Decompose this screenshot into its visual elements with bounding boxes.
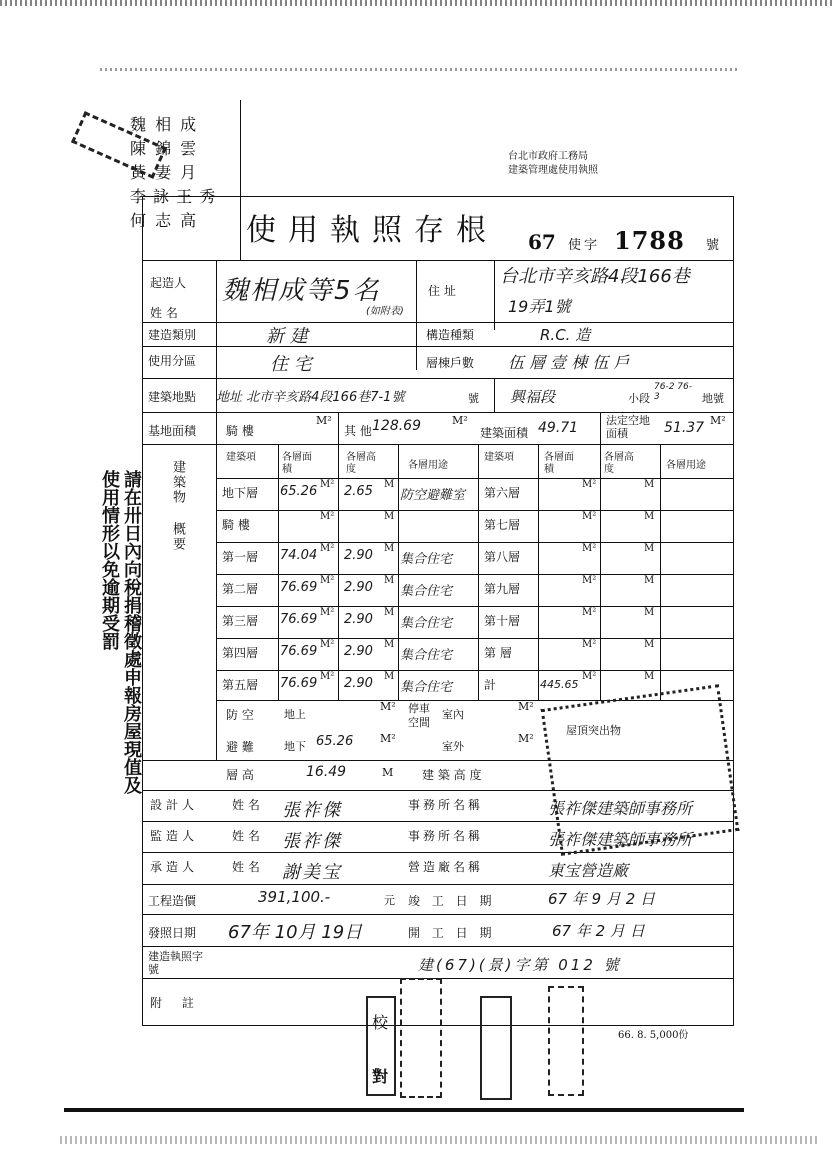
header-item: 建築項 <box>484 452 514 463</box>
address-value-2: 19弄1號 <box>508 297 571 316</box>
building-section-label <box>168 460 187 760</box>
parking-outdoor: 室外 <box>442 740 464 753</box>
name-item: 黃 妻 月 <box>130 163 199 182</box>
site-small-section: 小段 <box>628 392 650 405</box>
rule <box>142 946 734 947</box>
building-area-label: 建築面積 <box>480 426 529 440</box>
unit-m2: M² <box>380 732 396 745</box>
header-item: 建築項 <box>226 452 256 463</box>
designer-office-label: 事務所名稱 <box>408 798 484 812</box>
note-label: 附 註 <box>150 996 202 1010</box>
rule <box>538 444 539 700</box>
floor-height: 2.90 <box>344 580 373 595</box>
site-lot: 76-2 76-3 <box>654 382 692 402</box>
floor-name: 第九層 <box>484 582 521 596</box>
issue-value: 67年 10月 19日 <box>228 922 363 943</box>
use-zone-label: 使用分區 <box>148 354 197 368</box>
supervisor-office-label: 事務所名稱 <box>408 829 484 843</box>
header-use: 各層用途 <box>408 460 448 471</box>
roof-label: 屋頂突出物 <box>566 724 621 737</box>
office-seal <box>541 684 740 856</box>
legal-void-value: 51.37 <box>664 420 705 436</box>
area-label: 基地面積 <box>148 424 197 438</box>
use-zone-value: 住 宅 <box>270 354 312 375</box>
tax-notice: 請在卅日內向稅捐稽徵處申報房屋現值及使用情形以免逾期受罰 <box>99 470 142 794</box>
rule <box>216 638 734 639</box>
issue-label: 發照日期 <box>148 926 197 940</box>
permit-value: 建(67)(景)字第 012 號 <box>418 956 622 974</box>
header-area: 各層面積 <box>282 452 312 475</box>
parking-label: 停車空間 <box>408 702 430 729</box>
floor-height: 2.90 <box>344 612 373 627</box>
rule <box>142 346 734 347</box>
building-area-value: 49.71 <box>538 420 579 436</box>
name-item: 魏 相 成 <box>130 115 199 134</box>
unit-m: M <box>384 575 395 586</box>
unit-m: M <box>644 575 655 586</box>
air-raid-below: 地下 <box>284 740 306 753</box>
complete-value: 67 年 9 月 2 日 <box>548 890 656 908</box>
legal-void-label: 法定空地面積 <box>606 414 650 440</box>
unit-m2: M² <box>710 414 726 427</box>
building-height-label: 建 築 高 度 <box>422 768 482 782</box>
height-unit: M <box>382 766 394 779</box>
rule <box>216 478 734 479</box>
rule <box>494 260 495 330</box>
build-type-label: 建造類別 <box>148 328 197 342</box>
floor-height: 2.65 <box>344 484 373 499</box>
parking-indoor: 室內 <box>442 708 464 721</box>
name-item: 何 志 高 <box>130 211 199 230</box>
cost-unit: 元 <box>384 894 395 907</box>
license-word: 字 <box>584 238 598 253</box>
floor-name: 第六層 <box>484 486 521 500</box>
floor-area: 76.69 <box>280 644 318 659</box>
unit-m2: M² <box>320 639 335 650</box>
rule <box>142 884 734 885</box>
rule <box>600 412 601 444</box>
table-header <box>218 448 734 478</box>
designer-office: 張祚傑建築師事務所 <box>548 799 693 818</box>
seal-stamp <box>480 996 512 1100</box>
rule <box>600 444 601 700</box>
site-section: 興福段 <box>510 388 556 406</box>
rule <box>142 852 734 853</box>
floor-name: 第十層 <box>484 614 521 628</box>
unit-m: M <box>384 479 395 490</box>
unit-m: M <box>644 479 655 490</box>
floor-name: 第 層 <box>484 646 512 660</box>
floor-height: 2.90 <box>344 644 373 659</box>
unit-m2: M² <box>316 414 332 427</box>
unit-m: M <box>644 671 655 682</box>
arcade-label: 騎 樓 <box>226 424 254 438</box>
office-stamp <box>508 150 728 190</box>
structure-label: 構造種類 <box>426 328 475 342</box>
page-title: 使用執照存根 <box>246 213 498 248</box>
site-label: 建築地點 <box>148 390 197 404</box>
air-raid-label-2: 避 難 <box>226 740 254 754</box>
supervisor-office: 張祚傑建築師事務所 <box>548 830 693 849</box>
floor-area: 74.04 <box>280 548 318 563</box>
header-use: 各層用途 <box>666 460 706 471</box>
unit-m2: M² <box>582 479 597 490</box>
contractor-name-label: 姓 名 <box>232 860 260 874</box>
floor-name: 第四層 <box>222 646 259 660</box>
frame-divider <box>240 100 241 260</box>
seal-stamp <box>400 978 442 1098</box>
height-label: 層 高 <box>226 768 254 782</box>
unit-m2: M² <box>582 575 597 586</box>
floor-name: 第二層 <box>222 582 259 596</box>
start-value: 67 年 2 月 日 <box>552 922 645 940</box>
rule <box>416 260 417 370</box>
contractor-label: 承造人 <box>150 860 199 874</box>
floor-use: 集合住宅 <box>400 584 453 599</box>
rule <box>494 378 495 412</box>
supervisor-label: 監造人 <box>150 829 199 843</box>
floors-households-value: 伍 層 壹 棟 伍 戶 <box>508 353 630 372</box>
rule <box>142 260 734 261</box>
unit-m: M <box>384 671 395 682</box>
unit-m2: M² <box>518 732 534 745</box>
floor-name: 第八層 <box>484 550 521 564</box>
seal-stamp <box>548 986 584 1096</box>
applicant-note: (如附表) <box>366 306 404 317</box>
unit-m2: M² <box>452 414 468 427</box>
rule <box>142 378 734 379</box>
unit-m: M <box>644 639 655 650</box>
unit-m: M <box>384 607 395 618</box>
floor-use: 集合住宅 <box>400 616 453 631</box>
overview-label: 概要 <box>170 522 185 552</box>
designer-name-label: 姓 名 <box>232 798 260 812</box>
name-item: 陳 錦 雲 <box>130 139 199 158</box>
height-value: 16.49 <box>306 764 347 780</box>
rule <box>216 606 734 607</box>
floor-area: 76.69 <box>280 612 318 627</box>
site-no-label: 號 <box>468 392 479 405</box>
applicant-value: 魏相成等5名 <box>222 276 381 306</box>
rule <box>142 444 734 445</box>
scan-edge-top <box>0 0 832 6</box>
unit-m2: M² <box>518 700 534 713</box>
total-area: 445.65 <box>540 678 579 691</box>
start-label: 開 工 日 期 <box>408 926 496 940</box>
unit-m2: M² <box>582 543 597 554</box>
permit-label: 建造執照字號 <box>148 950 203 976</box>
floors-households-label: 層棟戶數 <box>426 356 475 370</box>
supervisor-name-label: 姓 名 <box>232 829 260 843</box>
other-value: 128.69 <box>372 418 421 434</box>
scan-line <box>100 68 740 71</box>
contractor-office-label: 營造廠名稱 <box>408 860 484 874</box>
air-raid-above: 地上 <box>284 708 306 721</box>
unit-m: M <box>384 543 395 554</box>
air-raid-label-1: 防 空 <box>226 708 254 722</box>
rule <box>278 444 279 700</box>
rule <box>216 670 734 671</box>
unit-m: M <box>384 511 395 522</box>
license-num: 1788 <box>614 226 685 255</box>
header-area: 各層面積 <box>544 452 574 475</box>
rule <box>216 574 734 575</box>
unit-m2: M² <box>582 639 597 650</box>
unit-m: M <box>384 639 395 650</box>
applicant-label-1: 起造人 <box>150 276 187 290</box>
floor-use: 集合住宅 <box>400 648 453 663</box>
floor-height: 2.90 <box>344 676 373 691</box>
address-value: 台北市辛亥路4段166巷 <box>500 266 690 287</box>
rule <box>216 510 734 511</box>
other-label: 其 他 <box>344 424 372 438</box>
seal-left: 校 <box>372 1013 389 1032</box>
cost-label: 工程造價 <box>148 894 197 908</box>
license-prefix: 使 <box>568 238 582 253</box>
unit-m2: M² <box>380 700 396 713</box>
rule <box>660 444 661 700</box>
applicant-label <box>150 268 186 328</box>
structure-value: R.C. 造 <box>540 326 591 344</box>
rule <box>398 444 399 700</box>
floor-name: 騎 樓 <box>222 518 250 532</box>
license-suffix: 號 <box>706 238 720 253</box>
rule <box>142 412 734 413</box>
site-value: 地址 北市辛亥路4段166巷7-1號 <box>216 390 405 405</box>
unit-m2: M² <box>582 511 597 522</box>
scan-noise <box>60 1136 820 1144</box>
rule <box>216 542 734 543</box>
unit-m2: M² <box>320 511 335 522</box>
unit-m2: M² <box>320 575 335 586</box>
floor-name: 第一層 <box>222 550 259 564</box>
floor-use: 集合住宅 <box>400 552 453 567</box>
address-label: 住 址 <box>428 284 456 298</box>
header-height: 各層高度 <box>346 452 376 475</box>
complete-label: 竣 工 日 期 <box>408 894 496 908</box>
unit-m2: M² <box>320 607 335 618</box>
floor-use: 集合住宅 <box>400 680 453 695</box>
floor-area: 76.69 <box>280 676 318 691</box>
unit-m2: M² <box>582 671 597 682</box>
unit-m2: M² <box>320 479 335 490</box>
name-item: 李 詠 王 秀 <box>130 187 217 206</box>
license-year: 67 <box>528 230 556 254</box>
print-mark: 66. 8. 5,000份 <box>618 1030 689 1041</box>
floor-name: 第三層 <box>222 614 259 628</box>
site-lot-label: 地號 <box>702 392 724 405</box>
rule <box>142 322 734 323</box>
floor-use: 防空避難室 <box>400 488 466 503</box>
designer-name: 張祚傑 <box>282 800 342 821</box>
unit-m: M <box>644 543 655 554</box>
floor-height: 2.90 <box>344 548 373 563</box>
floor-area: 76.69 <box>280 580 318 595</box>
header-height: 各層高度 <box>604 452 634 475</box>
unit-m: M <box>644 607 655 618</box>
supervisor-name: 張祚傑 <box>282 831 342 852</box>
building-label: 建築物 <box>170 460 185 505</box>
scan-edge-bottom <box>64 1108 744 1112</box>
designer-label: 設計人 <box>150 798 199 812</box>
contractor-office: 東宝營造廠 <box>548 861 629 880</box>
unit-m2: M² <box>320 543 335 554</box>
cost-value: 391,100.- <box>258 888 331 906</box>
rule <box>338 444 339 700</box>
office-stamp-line: 建築管理處使用執照 <box>508 165 598 176</box>
floor-name: 第五層 <box>222 678 259 692</box>
unit-m2: M² <box>320 671 335 682</box>
seal-bottom: 對 <box>372 1067 389 1086</box>
rule <box>478 444 479 700</box>
build-type-value: 新 建 <box>266 326 308 347</box>
unit-m2: M² <box>582 607 597 618</box>
floor-name: 計 <box>484 678 497 692</box>
air-raid-below-value: 65.26 <box>316 734 354 749</box>
office-stamp-line: 台北市政府工務局 <box>508 151 588 162</box>
rule <box>142 914 734 915</box>
contractor-name: 謝美宝 <box>282 862 342 883</box>
applicant-label-2: 姓 名 <box>150 306 178 320</box>
floor-name: 第七層 <box>484 518 521 532</box>
floor-area: 65.26 <box>280 484 318 499</box>
rule <box>338 412 339 444</box>
unit-m: M <box>644 511 655 522</box>
floor-name: 地下層 <box>222 486 259 500</box>
